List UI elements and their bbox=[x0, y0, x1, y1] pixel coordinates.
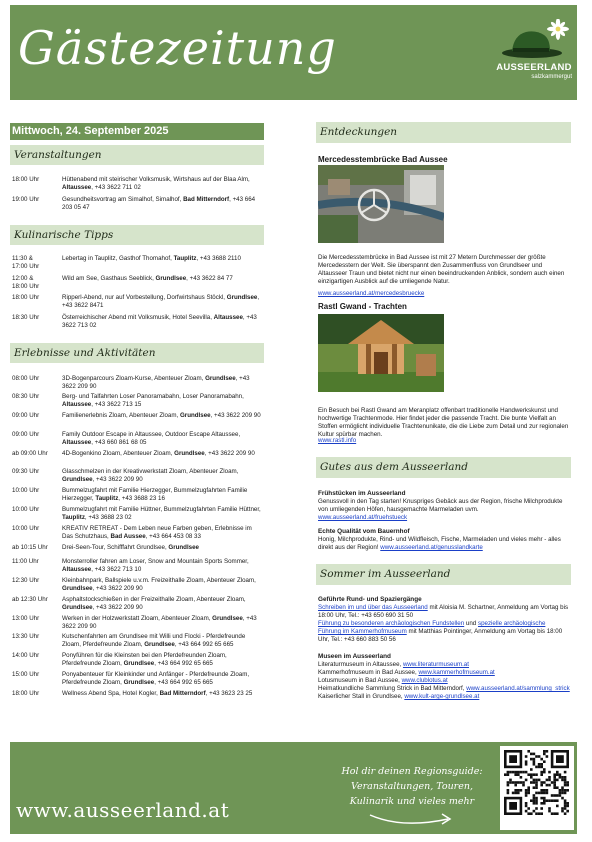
museum-item bbox=[318, 677, 570, 685]
event-location: Grundlsee bbox=[62, 604, 93, 611]
event-description: Kutschenfahrten am Grundlsee mit Willi und Flocki - Pferdefreunde Zloam, Pferdefreunde Zloam, Grundlsee, +43 664 992 65 665 bbox=[62, 633, 246, 648]
museum-name: Kaiserlicher Stall in Grundlsee, bbox=[318, 693, 405, 700]
pointinger-text: mit Matthias Pointinger, Anmeldung am Vortag bis 18:00 Uhr, Tel.: +43 660 883 50 56 bbox=[318, 628, 563, 643]
event-location: Tauplitz bbox=[62, 514, 85, 521]
schreiben-link[interactable]: Schreiben im und über das Ausseerland bbox=[318, 604, 428, 611]
schreiben-text: mit Aloisia M. Schartner, Anmeldung am Vortag bis 18:00 Uhr, Tel.: +43 650 690 31 50 bbox=[318, 604, 569, 619]
event-description: KREATIV RETREAT - Dem Leben neue Farben geben, Erlebnisse im Das Schutzhaus, Bad Aussee, +43 664 453 08 33 bbox=[62, 525, 252, 540]
event-location: Grundlsee bbox=[205, 375, 236, 382]
mercedes-bridge-description: Die Mercedesstembrücke in Bad Aussee ist mit 27 Metern Durchmesser der größte Mercedesstern der Welt. Sie überspannt den Zusammenfluss von Grundlseer und Altausseer Traun und bietet nicht nur einen beeindruckenden Anblick, sondern auch einen einzigartigen Ausblick auf die umliegende Natur. bbox=[318, 254, 565, 285]
rastl-gwand-link[interactable]: www.rastl.info bbox=[318, 437, 357, 444]
event-time: ab 12:30 Uhr bbox=[12, 596, 48, 603]
museen-title: Museen im Ausseerland bbox=[318, 653, 391, 660]
section-veranstaltungen-heading: Veranstaltungen bbox=[10, 145, 264, 165]
event-time: 11:30 & 17:00 Uhr bbox=[12, 255, 40, 270]
event-location: Bad Mitterndorf bbox=[183, 196, 230, 203]
museum-item bbox=[318, 669, 570, 677]
event-time: 10:00 Uhr bbox=[12, 506, 40, 513]
fruehstueck-title: Frühstücken im Ausseerland bbox=[318, 490, 406, 497]
spaziergaenge-description bbox=[318, 604, 570, 644]
event-location: Tauplitz bbox=[173, 255, 197, 262]
event-description: Ponyabenteuer für Kleinkinder und Anfänger - Pferdefreunde Zloam, Pferdefreunde Zloam, Grundlsee, +43 664 992 65 665 bbox=[62, 671, 250, 686]
hat-edelweiss-icon bbox=[496, 19, 572, 63]
event-time: 15:00 Uhr bbox=[12, 671, 40, 678]
footer-banner bbox=[10, 742, 577, 834]
mercedes-bridge-title: Mercedesstembrücke Bad Aussee bbox=[318, 155, 448, 164]
museum-link[interactable]: www.clublotus.at bbox=[401, 677, 448, 684]
event-time: 12:30 Uhr bbox=[12, 577, 40, 584]
event-time: 18:00 Uhr bbox=[12, 294, 40, 301]
bauernhof-title: Echte Qualität vom Bauernhof bbox=[318, 528, 410, 535]
kammerhof-fuehrung-link[interactable]: spezielle archäologische Führung im Kammerhofmuseum bbox=[318, 620, 546, 635]
fruehstueck-description: Genussvoll in den Tag starten! Knuspriges Gebäck aus der Region, frische Milchprodukte von umliegenden Höfen, hausgemachte Marmeladen uvm. bbox=[318, 498, 563, 513]
event-location: Grundlsee bbox=[144, 641, 175, 648]
event-description: Lebertag in Tauplitz, Gasthof Thomahof, Tauplitz, +43 3688 2110 bbox=[62, 255, 241, 262]
event-description: Kleinbahnpark, Ballspiele u.v.m. Freizeithalle Zloam, Abenteuer Zloam, Grundlsee, +43 3622 209 90 bbox=[62, 577, 256, 592]
event-location: Altaussee bbox=[213, 314, 243, 321]
event-description: Bummelzugfahrt mit Familie Hierzegger, Bummelzugfahrten Familie Hierzegger, Tauplitz, +43 3688 23 16 bbox=[62, 487, 248, 502]
event-time: 18:30 Uhr bbox=[12, 314, 40, 321]
museum-name: Literaturmuseum in Altaussee, bbox=[318, 661, 403, 668]
museum-item bbox=[318, 685, 570, 693]
event-time: 08:30 Uhr bbox=[12, 393, 40, 400]
section-entdeckungen-heading: Entdeckungen bbox=[316, 122, 571, 143]
museum-link[interactable]: www.kammerhofmuseum.at bbox=[418, 669, 495, 676]
qr-code-icon[interactable] bbox=[500, 746, 574, 830]
event-location: Bad Mitterndorf bbox=[159, 690, 206, 697]
museum-link[interactable]: www.literaturmuseum.at bbox=[402, 661, 469, 668]
header-banner bbox=[10, 5, 577, 100]
event-description: Gesundheitsvortrag am Simalhof, Simalhof, Bad Mitterndorf, +43 664 203 05 47 bbox=[62, 196, 256, 211]
footer-website-url[interactable]: www.ausseerland.at bbox=[16, 798, 230, 822]
event-description: Berg- und Talfahrten Loser Panoramabahn, Loser Panoramabahn, Altaussee, +43 3622 713 15 bbox=[62, 393, 244, 408]
event-location: Grundlsee bbox=[62, 476, 93, 483]
event-description: Asphaltstockschießen in der Freizeithalle Zloam, Abenteuer Zloam, Grundlsee, +43 3622 209 90 bbox=[62, 596, 246, 611]
event-time: 09:00 Uhr bbox=[12, 431, 40, 438]
event-description: Österreichischer Abend mit Volksmusik, Hotel Seevilla, Altaussee, +43 3622 713 02 bbox=[62, 314, 257, 329]
event-description: Glasschmelzen in der Kreativwerkstatt Zloam, Abenteuer Zloam, Grundlsee, +43 3622 209 90 bbox=[62, 468, 239, 483]
logo-subtitle: salzkammergut bbox=[531, 74, 572, 80]
event-description: Werken in der Holzwerkstatt Zloam, Abenteuer Zloam, Grundlsee, +43 3622 209 90 bbox=[62, 615, 257, 630]
guide-line-1: Hol dir deinen Regionsguide: bbox=[341, 766, 483, 777]
section-sommer-heading: Sommer im Ausseerland bbox=[316, 564, 571, 585]
guide-line-2: Veranstaltungen, Touren, bbox=[351, 781, 473, 792]
event-time: 10:00 Uhr bbox=[12, 525, 40, 532]
event-time: 14:00 Uhr bbox=[12, 652, 40, 659]
curved-arrow-icon bbox=[362, 809, 462, 829]
event-time: 13:00 Uhr bbox=[12, 615, 40, 622]
event-description: Familienerlebnis Zloam, Abenteuer Zloam, Grundlsee, +43 3622 209 90 bbox=[62, 412, 261, 419]
event-description: Monsterroller fahren am Loser, Snow and Mountain Sports Sommer, Altaussee, +43 3622 713 10 bbox=[62, 558, 249, 573]
museum-name: Kammerhofmuseum in Bad Aussee, bbox=[318, 669, 419, 676]
museum-item bbox=[318, 661, 570, 669]
museum-link[interactable]: www.kult-arge-grundlsee.at bbox=[404, 693, 480, 700]
event-description: Ponyführen für die Kleinsten bei den Pferdefreunden Zloam, Pferdefreunde Zloam, Grundlsee, +43 664 992 65 665 bbox=[62, 652, 227, 667]
event-location: Grundlsee bbox=[226, 294, 258, 301]
mercedes-bridge-photo bbox=[318, 165, 444, 243]
event-location: Grundlsee bbox=[62, 585, 93, 592]
event-description: Ripperl-Abend, nur auf Vorbestellung, Dorfwirtshaus Stöckl, Grundlsee, +43 3622 8471 bbox=[62, 294, 260, 309]
event-time: ab 10:15 Uhr bbox=[12, 544, 48, 551]
event-time: ab 09:00 Uhr bbox=[12, 450, 48, 457]
event-location: Grundlsee bbox=[179, 412, 211, 419]
mercedes-bridge-link[interactable]: www.ausseerland.at/mercedesbruecke bbox=[318, 290, 425, 297]
museum-item bbox=[318, 693, 570, 701]
event-description: 3D-Bogenparcours Zloam-Kurse, Abenteuer Zloam, Grundlsee, +43 3622 209 90 bbox=[62, 375, 250, 390]
event-description: Family Outdoor Escape in Altaussee, Outdoor Escape Altaussee, Altaussee, +43 660 861 68 05 bbox=[62, 431, 241, 446]
rastl-gwand-description: Ein Besuch bei Rastl Gwand am Meranplatz offenbart traditionelle Handwerkskunst und hochwertige Trachtenmode. Hier findet jeder die passende Tracht. Die bunte Vielfalt an Stoffen ermöglicht individuelle Trachtenunikate, die die Liebe zum Detail und zur regionalen Kultur spürbar machen. bbox=[318, 407, 569, 438]
museum-name: Lotusmuseum in Bad Aussee, bbox=[318, 677, 402, 684]
event-location: Altaussee bbox=[62, 401, 92, 408]
section-gutes-heading: Gutes aus dem Ausseerland bbox=[316, 457, 571, 478]
bauernhof-description bbox=[318, 536, 570, 552]
rastl-gwand-photo bbox=[318, 314, 444, 392]
event-location: Bad Aussee bbox=[110, 533, 146, 540]
page-title: Gästezeitung bbox=[18, 21, 337, 75]
rastl-gwand-title: Rastl Gwand - Trachten bbox=[318, 302, 407, 311]
event-location: Altaussee bbox=[62, 184, 92, 191]
logo-brand-text: AUSSEERLAND bbox=[496, 62, 572, 73]
event-description: Bummelzugfahrt mit Familie Hüttner, Bummelzugfahrten Familie Hüttner, Tauplitz, +43 3688 23 02 bbox=[62, 506, 261, 521]
genusslandkarte-link[interactable]: www.ausseerland.at/genusslandkarte bbox=[380, 544, 483, 551]
guide-line-3: Kulinarik und vieles mehr bbox=[349, 796, 475, 807]
event-time: 12:00 & 18:00 Uhr bbox=[12, 275, 40, 290]
event-time: 18:00 Uhr bbox=[12, 176, 40, 183]
fundstellen-link[interactable]: Führung zu besonderen archäologischen Fundstellen bbox=[318, 620, 465, 627]
event-location: Grundlsee bbox=[123, 679, 155, 686]
event-location: Grundlsee bbox=[212, 615, 243, 622]
event-description: Wellness Abend Spa, Hotel Kogler, Bad Mitterndorf, +43 3623 23 25 bbox=[62, 690, 253, 697]
event-time: 10:00 Uhr bbox=[12, 487, 40, 494]
fruehstueck-link[interactable]: www.ausseerland.at/fruehstueck bbox=[318, 514, 408, 521]
event-description: Drei-Seen-Tour, Schifffahrt Grundlsee, Grundlsee bbox=[62, 544, 199, 551]
date-bar: Mittwoch, 24. September 2025 bbox=[10, 123, 264, 140]
event-location: Grundlsee bbox=[174, 450, 205, 457]
event-time: 09:30 Uhr bbox=[12, 468, 40, 475]
event-description: 4D-Bogenkino Zloam, Abenteuer Zloam, Grundlsee, +43 3622 209 90 bbox=[62, 450, 255, 457]
section-erlebnisse-heading: Erlebnisse und Aktivitäten bbox=[10, 343, 264, 363]
section-kulinarik-heading: Kulinarische Tipps bbox=[10, 225, 264, 245]
event-location: Altaussee bbox=[62, 439, 92, 446]
event-description: Wild am See, Gasthaus Seeblick, Grundlsee, +43 3622 84 77 bbox=[62, 275, 233, 282]
event-description: Hüttenabend mit steirischer Volksmusik, Wirtshaus auf der Blaa Alm, Altaussee, +43 3622 711 02 bbox=[62, 176, 250, 191]
event-location: Altaussee bbox=[62, 566, 92, 573]
museum-list bbox=[318, 661, 570, 701]
event-time: 13:30 Uhr bbox=[12, 633, 40, 640]
museum-name: Heimatkundliche Sammlung Strick in Bad Mitterndorf, bbox=[318, 685, 467, 692]
regionsguide-promo bbox=[328, 764, 496, 829]
event-time: 19:00 Uhr bbox=[12, 196, 40, 203]
event-location: Grundlsee bbox=[155, 275, 187, 282]
event-location: Tauplitz bbox=[95, 495, 119, 502]
ausseerland-logo[interactable] bbox=[496, 19, 572, 85]
and-text: und bbox=[464, 620, 478, 627]
event-time: 08:00 Uhr bbox=[12, 375, 40, 382]
museum-link[interactable]: www.ausseerland.at/sammlung_strick bbox=[466, 685, 570, 692]
event-time: 09:00 Uhr bbox=[12, 412, 40, 419]
event-location: Grundlsee bbox=[168, 544, 199, 551]
event-time: 11:00 Uhr bbox=[12, 558, 39, 565]
event-location: Grundlsee bbox=[123, 660, 155, 667]
bauernhof-text: Honig, Milchprodukte, Rind- und Wildfleisch, Fische, Marmeladen und vieles mehr - alles direkt aus der Region! bbox=[318, 536, 561, 551]
event-time: 18:00 Uhr bbox=[12, 690, 40, 697]
spaziergaenge-title: Geführte Rund- und Spaziergänge bbox=[318, 596, 422, 603]
